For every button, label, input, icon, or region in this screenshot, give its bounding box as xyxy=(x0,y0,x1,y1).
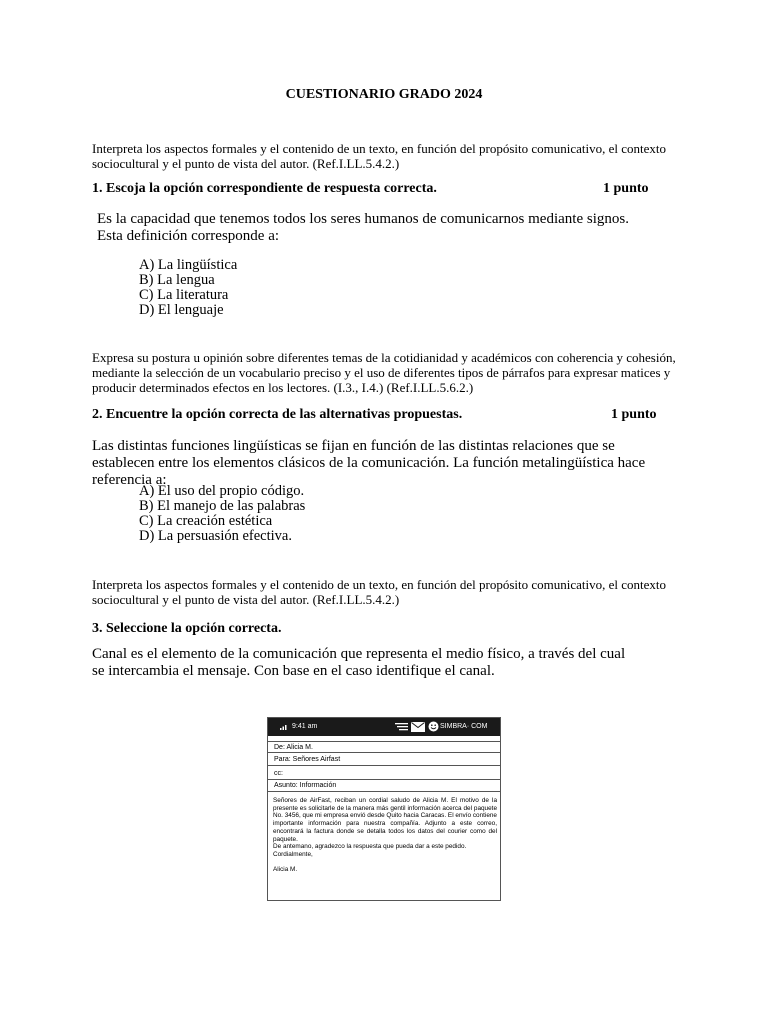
option: A) El uso del propio código. xyxy=(139,483,305,499)
email-body xyxy=(273,797,497,873)
question-2-options xyxy=(139,484,305,544)
phone-status-bar xyxy=(268,718,500,736)
question-2-heading: 2. Encuentre la opción correcta de las alternativas propuestas. xyxy=(92,407,463,422)
email-closing: De antemano, agradezco la respuesta que pueda dar a este pedido. xyxy=(273,843,467,851)
question-3-text: Canal es el elemento de la comunicación que representa el medio físico, a través del cual se intercambia el mensaje. Con base en el caso identifique el canal. xyxy=(92,646,626,679)
competency-note-1: Interpreta los aspectos formales y el contenido de un texto, en función del propósito comunicativo, el contexto sociocultural y el punto de vista del autor. (Ref.I.LL.5.4.2.) xyxy=(92,141,666,171)
question-1-heading: 1. Escoja la opción correspondiente de respuesta correcta. xyxy=(92,181,437,196)
question-1-points: 1 punto xyxy=(603,181,649,196)
option: C) La creación estética xyxy=(139,513,273,529)
email-cc: cc: xyxy=(268,768,500,780)
question-2-text: Las distintas funciones lingüísticas se fijan en función de las distintas relaciones que se establecen entre los elementos clásicos de la comunicación. La función metalingüística hace referencia a: xyxy=(92,438,646,488)
brand-label: SIMBRA· COM xyxy=(440,723,488,730)
question-1-text xyxy=(97,211,697,245)
email-message: Señores de AirFast, reciban un cordial saludo de Alicia M. El motivo de la presente es solicitarle de la manera más gentil información acerca del paquete No. 3456, que mi empresa envió desde Quito hacia Caracas. El envío contiene importante información para nuestra compañía. Adjunto a este correo, encontrará la factura donde se detalla todos los datos del courier como del paquete. xyxy=(273,797,497,843)
competency-note-2: Expresa su postura u opinión sobre diferentes temas de la cotidianidad y académicos con coherencia y cohesión, mediante la selección de un vocabulario preciso y el uso de diferentes tipos de párrafos para expresar matices y producir determinados efectos en los lectores. (I.3., I.4.) (Ref.I.LL.5.6.2.) xyxy=(92,350,676,395)
question-1-options xyxy=(139,258,237,318)
option: A) La lingüística xyxy=(139,257,238,273)
question-1-line-2: Esta definición corresponde a: xyxy=(97,228,280,244)
email-farewell: Cordialmente, xyxy=(273,850,313,858)
question-1-line-1: Es la capacidad que tenemos todos los seres humanos de comunicarnos mediante signos. xyxy=(97,211,629,227)
signal-icon xyxy=(280,723,289,732)
option: B) El manejo de las palabras xyxy=(139,498,306,514)
option: C) La literatura xyxy=(139,287,229,303)
email-subject: Asunto: Información xyxy=(268,780,500,792)
email-signature: Alicia M. xyxy=(273,865,298,873)
question-3-heading: 3. Seleccione la opción correcta. xyxy=(92,621,282,636)
email-to: Para: Señores Airfast xyxy=(268,754,500,766)
email-from: De: Alicia M. xyxy=(268,741,500,753)
option: D) La persuasión efectiva. xyxy=(139,528,292,544)
page-title: CUESTIONARIO GRADO 2024 xyxy=(285,87,483,102)
option: D) El lenguaje xyxy=(139,302,224,318)
email-screenshot-image xyxy=(267,717,501,901)
competency-note-3: Interpreta los aspectos formales y el contenido de un texto, en función del propósito comunicativo, el contexto sociocultural y el punto de vista del autor. (Ref.I.LL.5.4.2.) xyxy=(92,577,666,607)
mail-icon xyxy=(411,722,425,734)
menu-icon xyxy=(395,723,408,733)
question-2-points: 1 punto xyxy=(611,407,657,422)
phone-time: 9:41 am xyxy=(292,723,318,730)
option: B) La lengua xyxy=(139,272,215,288)
smiley-icon xyxy=(428,721,439,734)
